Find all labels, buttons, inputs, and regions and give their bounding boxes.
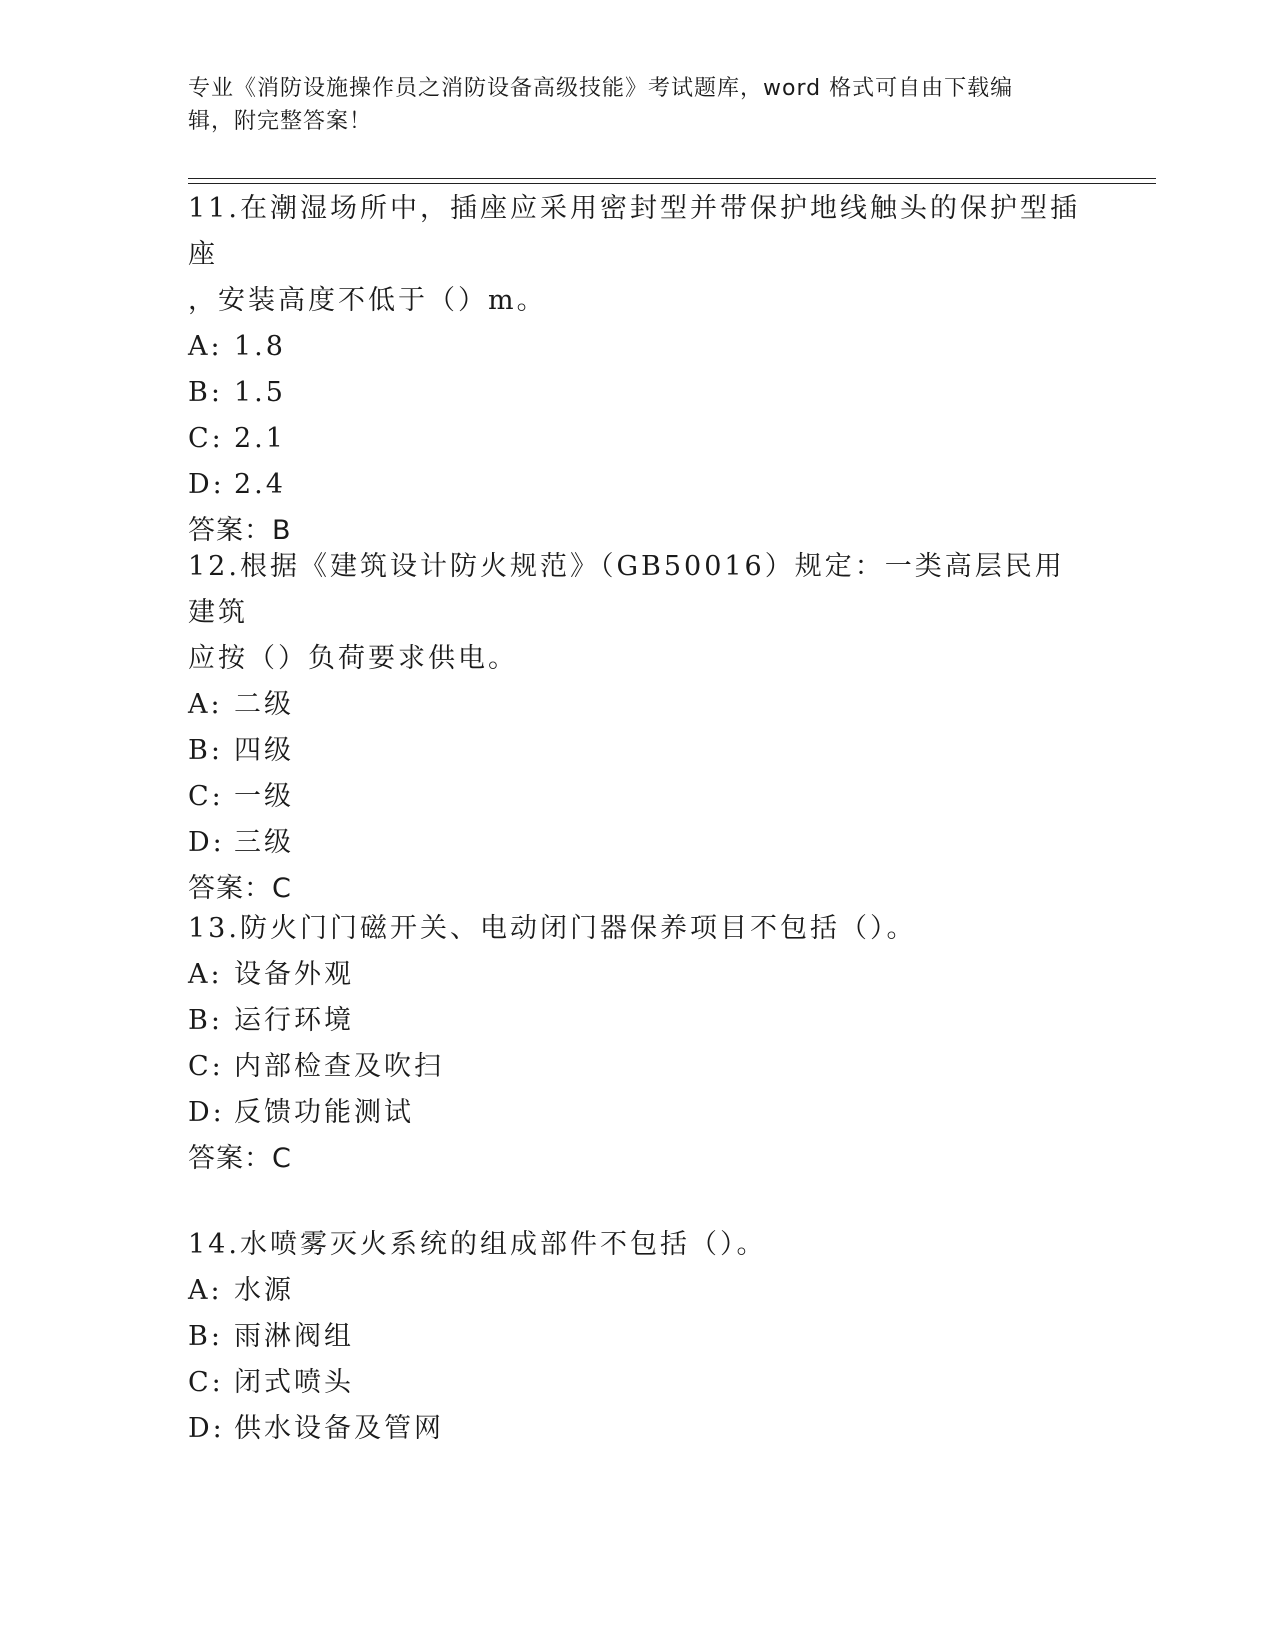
header-divider-top (188, 178, 1156, 179)
option-key: B: (188, 1005, 223, 1036)
option-d (188, 820, 1088, 866)
option-text: 供水设备及管网 (234, 1413, 444, 1444)
option-b (188, 998, 1088, 1044)
header-line-1: 专业《消防设施操作员之消防设备高级技能》考试题库，word 格式可自由下载编 (188, 76, 1014, 101)
option-key: A: (188, 331, 223, 362)
option-text: 运行环境 (234, 1005, 354, 1036)
document-header (188, 72, 1068, 138)
header-divider-bottom (188, 183, 1156, 184)
question-14 (188, 1222, 1088, 1452)
question-stem-line: 应按（）负荷要求供电。 (188, 643, 518, 674)
option-text: 2.4 (234, 469, 286, 500)
option-key: D: (188, 1413, 225, 1444)
option-b (188, 370, 1088, 416)
option-text: 内部检查及吹扫 (234, 1051, 444, 1082)
option-key: D: (188, 469, 225, 500)
question-stem-line: 12.根据《建筑设计防火规范》（GB50016）规定：一类高层民用建筑 (188, 551, 1065, 628)
answer-line: 答案：C (188, 873, 292, 904)
option-text: 雨淋阀组 (234, 1321, 354, 1352)
option-key: C: (188, 781, 224, 812)
option-b (188, 728, 1088, 774)
question-11 (188, 186, 1088, 554)
option-key: A: (188, 1275, 223, 1306)
option-key: C: (188, 1051, 224, 1082)
option-c (188, 1044, 1088, 1090)
option-c (188, 416, 1088, 462)
option-key: D: (188, 1097, 225, 1128)
option-text: 闭式喷头 (234, 1367, 354, 1398)
option-c (188, 1360, 1088, 1406)
option-text: 2.1 (234, 423, 286, 454)
option-c (188, 774, 1088, 820)
option-d (188, 1406, 1088, 1452)
option-a (188, 682, 1088, 728)
answer-line: 答案：C (188, 1143, 292, 1174)
question-13 (188, 906, 1088, 1182)
question-stem-line: 14.水喷雾灭火系统的组成部件不包括（）。 (188, 1229, 767, 1260)
option-text: 设备外观 (234, 959, 354, 990)
option-text: 二级 (234, 689, 294, 720)
option-text: 1.5 (234, 377, 286, 408)
option-text: 一级 (234, 781, 294, 812)
question-stem-line: ，安装高度不低于（）m。 (188, 285, 547, 316)
option-a (188, 324, 1088, 370)
option-key: C: (188, 1367, 224, 1398)
option-key: A: (188, 689, 223, 720)
question-12 (188, 544, 1088, 912)
header-line-2: 辑，附完整答案！ (188, 109, 373, 134)
option-key: B: (188, 377, 223, 408)
option-a (188, 952, 1088, 998)
option-text: 反馈功能测试 (234, 1097, 414, 1128)
option-key: B: (188, 1321, 223, 1352)
option-b (188, 1314, 1088, 1360)
option-key: D: (188, 827, 225, 858)
question-stem-line: 11.在潮湿场所中，插座应采用密封型并带保护地线触头的保护型插座 (188, 193, 1080, 270)
option-text: 1.8 (234, 331, 286, 362)
option-text: 四级 (234, 735, 294, 766)
answer-line: 答案：B (188, 515, 292, 546)
option-text: 三级 (234, 827, 294, 858)
question-stem-line: 13.防火门门磁开关、电动闭门器保养项目不包括（）。 (188, 913, 917, 944)
option-key: A: (188, 959, 223, 990)
option-text: 水源 (234, 1275, 294, 1306)
option-key: B: (188, 735, 223, 766)
option-key: C: (188, 423, 224, 454)
option-a (188, 1268, 1088, 1314)
option-d (188, 462, 1088, 508)
option-d (188, 1090, 1088, 1136)
